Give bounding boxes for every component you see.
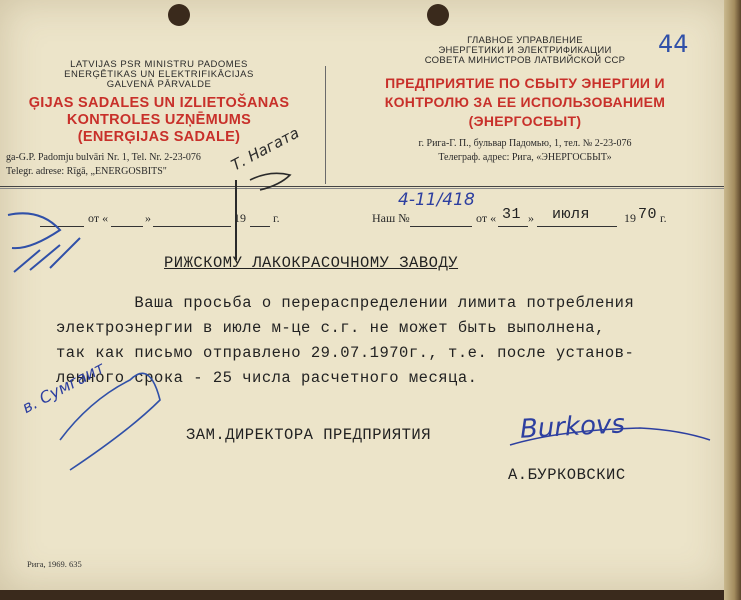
signature: Burkovs <box>519 409 626 445</box>
body-line-1: Ваша просьба о перераспределении лимита потребления <box>56 294 635 312</box>
signatory-name: А.БУРКОВСКИС <box>508 466 626 484</box>
lv-address-line: ga-G.P. Padomju bulvāri Nr. 1, Tel. Nr. 2-23-076 <box>6 152 201 163</box>
body-line-2: электроэнергии в июле м-це с.г. не может быть выполнена, <box>56 319 605 337</box>
outgoing-number: 4-11/418 <box>398 190 475 210</box>
ru-org-line-1: ПРЕДПРИЯТИЕ ПО СБЫТУ ЭНЕРГИИ И <box>385 75 665 91</box>
outgoing-number-label: Наш № <box>372 211 410 225</box>
margin-note: в. Сумгаит <box>18 357 108 418</box>
ru-ministry-line-2: ЭНЕРГЕТИКИ И ЭЛЕКТРИФИКАЦИИ <box>438 45 612 56</box>
binding-edge <box>724 0 741 600</box>
corner-page-number: 44 <box>658 30 689 58</box>
printer-mark: Рига, 1969. 635 <box>27 559 82 569</box>
handwritten-initials: Т. Нагата <box>228 123 303 175</box>
outgoing-quote-close: » <box>528 211 534 225</box>
outgoing-year: 70 <box>638 206 658 223</box>
lv-org-line-3: (ENERĢIJAS SADALE) <box>77 129 241 145</box>
incoming-year-suffix: г. <box>273 211 280 225</box>
lv-org-line-2: KONTROLES UZŅĒMUMS <box>66 112 252 128</box>
outgoing-day: 31 <box>502 206 522 223</box>
incoming-date-label: от « <box>88 211 109 225</box>
ru-ministry-line-3: СОВЕТА МИНИСТРОВ ЛАТВИЙСКОЙ ССР <box>424 55 626 66</box>
body-line-4: ленного срока - 25 числа расчетного месяца. <box>56 369 478 387</box>
ru-telegram-line: Телеграф. адрес: Рига, «ЭНЕРГОСБЫТ» <box>438 152 612 163</box>
signatory-title: ЗАМ.ДИРЕКТОРА ПРЕДПРИЯТИЯ <box>186 426 432 444</box>
ru-org-line-3: (ЭНЕРГОСБЫТ) <box>468 113 582 129</box>
addressee: РИЖСКОМУ ЛАКОКРАСОЧНОМУ ЗАВОДУ <box>164 254 459 272</box>
lv-telegram-line: Telegr. adrese: Rīgā, „ENERGOSBITS" <box>6 166 167 177</box>
incoming-quote-close: » <box>145 211 151 225</box>
outgoing-month: июля <box>552 206 591 223</box>
lv-ministry-line-1: LATVIJAS PSR MINISTRU PADOMES <box>70 59 248 70</box>
ru-address-line: г. Рига-Г. П., бульвар Падомью, 1, тел. № 2-23-076 <box>418 138 632 149</box>
outgoing-year-suffix: г. <box>660 211 667 225</box>
lv-ministry-line-2: ENERĢĒTIKAS UN ELEKTRIFIKĀCIJAS <box>64 69 254 80</box>
lv-org-line-1: ĢIJAS SADALES UN IZLIETOŠANAS <box>28 95 290 111</box>
outgoing-date-label: от « <box>476 211 497 225</box>
ru-org-line-2: КОНТРОЛЮ ЗА ЕЕ ИСПОЛЬЗОВАНИЕМ <box>384 94 666 110</box>
ru-ministry-line-1: ГЛАВНОЕ УПРАВЛЕНИЕ <box>467 35 583 46</box>
lv-ministry-line-3: GALVENĀ PĀRVALDE <box>106 79 212 90</box>
outgoing-year-prefix: 19 <box>624 211 636 225</box>
incoming-year-prefix: 19 <box>234 211 246 225</box>
body-line-3: так как письмо отправлено 29.07.1970г., т.е. после установ- <box>56 344 635 362</box>
